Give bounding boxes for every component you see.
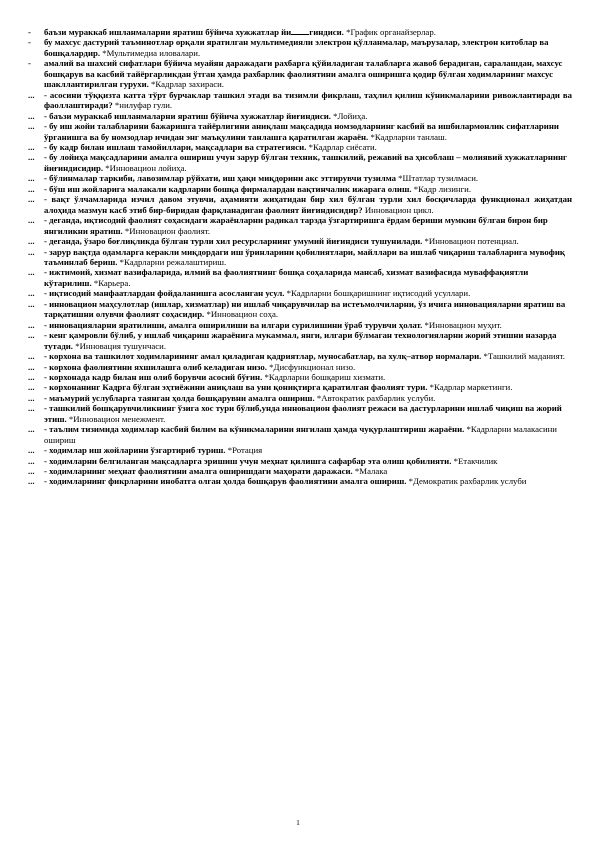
item-marker: ... bbox=[28, 267, 35, 278]
question-item bbox=[28, 445, 572, 455]
page-number: 1 bbox=[296, 818, 300, 827]
question-text: - асосини тўққизта катта тўрт бурчаклар ташкил этади ва тизимли фикрлаш, таҳлил қилиш кўникмаларини ривожлантиради ва фаоллаштиради? bbox=[44, 89, 572, 111]
question-item bbox=[28, 121, 572, 142]
question-item bbox=[28, 142, 572, 152]
question-text: - ходимларнинг фикрларини инобатга олган ҳолда бошқарув фаолиятини амалга ошириш. bbox=[44, 476, 407, 487]
question-item bbox=[28, 111, 572, 121]
item-marker: ... bbox=[28, 121, 35, 132]
item-marker: ... bbox=[28, 361, 35, 372]
question-item bbox=[28, 351, 572, 361]
answer-text: Инновацион цикл. bbox=[362, 204, 434, 215]
item-marker: ... bbox=[28, 403, 35, 414]
question-item bbox=[28, 247, 572, 268]
answer-text: *Инновацион лойиҳа. bbox=[103, 162, 187, 173]
answer-text: *Дисфункционал низо. bbox=[266, 361, 356, 372]
item-marker: ... bbox=[28, 173, 35, 184]
item-marker: ... bbox=[28, 476, 35, 487]
question-item bbox=[28, 236, 572, 246]
answer-text: *График органайзерлар. bbox=[343, 27, 436, 37]
question-item bbox=[28, 37, 572, 58]
question-item bbox=[28, 382, 572, 392]
question-text: - зарур вақтда одамларга керакли миқдордаги иш ўринларини қобилиятлари, майллари ва ишлаб чиқариш талабларига мувофиқ таъминлаб бериш. bbox=[44, 246, 565, 267]
answer-text: *Кадрлар захираси. bbox=[148, 79, 224, 90]
question-item bbox=[28, 90, 572, 111]
question-item bbox=[28, 173, 572, 183]
answer-text: *Инновацион фаолият. bbox=[122, 225, 211, 236]
item-marker: ... bbox=[28, 246, 35, 257]
question-text: - ижтимоий, хизмат вазифаларида, илмий ва фаолиятнинг бошқа соҳаларида мансаб, хизмат вазифасида муваффақиятли кўтарилиш. bbox=[44, 267, 529, 288]
answer-text: *Кадрларни бошқаришнинг иқтисодий усуллари. bbox=[284, 288, 471, 299]
answer-text: *Кадрларни малакасини ошириш bbox=[44, 424, 557, 445]
item-marker: ... bbox=[28, 330, 35, 341]
question-list bbox=[28, 27, 572, 487]
question-item bbox=[28, 476, 572, 486]
item-marker: ... bbox=[28, 89, 35, 100]
question-item bbox=[28, 58, 572, 89]
item-marker: ... bbox=[28, 215, 35, 226]
question-item bbox=[28, 424, 572, 445]
question-text: - кенг қамровли бўлиб, у ишлаб чиқариш жараёнига мукаммал, янги, илгари бўлмаган технологияларни жорий этишни назарда тутади. bbox=[44, 330, 557, 351]
question-text: - бу кадр билан ишлаш тамойиллари, мақсадлари ва стратегияси. bbox=[44, 141, 307, 152]
question-text: амалий ва шахсий сифатлари бўйича муайян даражадаги рахбарга қўйиладиган талабларга жавоб берадиган, саралашдан, махсус бошқарув ва касбий тайёргарликдан ўтган ҳамда рахбарлик фаолиятини амалга оширишга қодир бўлган ходимларнинг махсус шакллантирилган гурухи. bbox=[44, 58, 563, 90]
question-item bbox=[28, 403, 572, 424]
answer-text: *Етакчилик bbox=[451, 455, 498, 466]
item-marker: ... bbox=[28, 392, 35, 403]
question-text: - корхонада кадр билан иш олиб борувчи асосий бўғин. bbox=[44, 371, 263, 382]
answer-text: *Штатлар тузилмаси. bbox=[395, 173, 479, 184]
answer-text: *Инновацион потенциал. bbox=[422, 236, 519, 247]
item-marker: ... bbox=[28, 351, 35, 362]
answer-text: *Инновацион муҳит. bbox=[422, 319, 502, 330]
answer-text: *Карьера. bbox=[91, 277, 131, 288]
question-item bbox=[28, 372, 572, 382]
answer-text: *Автократик рахбарлик услуби. bbox=[314, 392, 436, 403]
item-marker: - bbox=[28, 37, 31, 48]
question-text: - бу иш жойи талабларини бажаришга тайёрлигини аниқлаш мақсадида номзодларнинг касбий ва ишбилармонлик сифатларини ўрганишга ва бу номзодлар ичидан энг маъқулини танлашга қаратилган жараён. bbox=[44, 121, 559, 142]
question-text: - бу лойиҳа мақсадларини амалга ошириш учун зарур бўлган техник, ташкилий, режавий ва ҳисоблаш – молиявий хужжатларнинг йиғиндисидир. bbox=[44, 152, 568, 173]
question-item bbox=[28, 466, 572, 476]
question-item bbox=[28, 267, 572, 288]
question-item bbox=[28, 184, 572, 194]
question-item bbox=[28, 194, 572, 215]
item-marker: ... bbox=[28, 183, 35, 194]
answer-text: *Мультимедиа иловалари. bbox=[100, 47, 201, 58]
answer-text: *Кадрларни танлаш. bbox=[368, 131, 447, 142]
question-text: - вақт ўлчамларида изчил давом этувчи, аҳамияти жиҳатидан бир хил бўлган турли хил босқичларда функционал жиҳатдан алоҳида мазмун касб этиб бир-биридан фарқланадиган фаолият йиғиндисидир? bbox=[44, 194, 572, 215]
question-item bbox=[28, 288, 572, 298]
item-marker: - bbox=[28, 58, 31, 69]
answer-text: *Демократик рахбарлик услуби bbox=[406, 476, 527, 487]
question-item bbox=[28, 456, 572, 466]
item-marker: ... bbox=[28, 298, 35, 309]
answer-blank bbox=[291, 27, 309, 35]
question-text: - инновацияларни яратилиши, амалга оширилиши ва илгари сурилишини ўраб турувчи ҳолат. bbox=[44, 319, 423, 330]
item-marker: - bbox=[28, 27, 31, 37]
question-text: - корхона ва ташкилот ходимларининг амал қиладиган қадриятлар, муносабатлар, ва хулқ–атвор нормалари. bbox=[44, 351, 482, 362]
question-text: - деганда, иқтисодий фаолият соҳасидаги жараёнларни радикал тарзда ўзгартиришга ёрдам бериши мумкин бўлган бирон бир янгиликни яратиш. bbox=[44, 215, 548, 236]
question-text: баъзи мураккаб ишланмаларни яратиш бўйича хужжатлар йи bbox=[44, 27, 292, 37]
question-item bbox=[28, 320, 572, 330]
question-text: - инновацион маҳсулотлар (ишлар, хизматлар) ни ишлаб чиқарувчилар ва истеъмолчиларни, ўз ичига инновацияларни яратиш ва тарқатишни олувчи фаолият соҳасидир. bbox=[44, 298, 566, 320]
answer-text: *Кадр лизинги. bbox=[411, 183, 472, 194]
item-marker: ... bbox=[28, 288, 35, 299]
question-text: - иқтисодий манфаатлардан фойдаланишга асосланган усул. bbox=[44, 288, 285, 299]
item-marker: ... bbox=[28, 236, 35, 247]
question-text: - маъмурий услубларга таянган ҳолда бошқарувни амалга ошириш. bbox=[44, 392, 315, 403]
answer-text: *Ротация bbox=[225, 445, 263, 456]
item-marker: ... bbox=[28, 466, 35, 477]
answer-text: *Инновация тушунчаси. bbox=[73, 340, 167, 351]
question-text: - ходимлар иш жойларини ўзгартириб туриш. bbox=[44, 445, 226, 456]
answer-text: *Ташкилий маданият. bbox=[481, 351, 565, 362]
answer-text: *нилуфар гули. bbox=[112, 100, 173, 111]
item-marker: ... bbox=[28, 371, 35, 382]
question-text: - корхона фаолиятини яхшилашга олиб келадиган низо. bbox=[44, 361, 267, 372]
question-text-continued: гиндиси. bbox=[309, 27, 344, 37]
question-item bbox=[28, 152, 572, 173]
question-item bbox=[28, 215, 572, 236]
item-marker: ... bbox=[28, 194, 35, 205]
question-text: - ташкилий бошқарувчиликнинг ўзига хос тури бўлиб,унда инновацион фаолият режаси ва дастурларини ишлаб чиқиш ва жорий этиш. bbox=[44, 403, 562, 424]
answer-text: *Инновацион соҳа. bbox=[204, 309, 279, 320]
question-item bbox=[28, 27, 572, 37]
question-item bbox=[28, 362, 572, 372]
answer-text: *Кадрлар сиёсати. bbox=[306, 141, 377, 152]
question-item bbox=[28, 299, 572, 320]
answer-text: *Кадрларни бошқариш хизмати. bbox=[262, 371, 386, 382]
question-text: - таълим тизимида ходимлар касбий билим ва кўникмаларини янгилаш ҳамда чуқурлаштириш жараёни. bbox=[44, 424, 465, 435]
item-marker: ... bbox=[28, 382, 35, 393]
item-marker: ... bbox=[28, 110, 35, 121]
item-marker: ... bbox=[28, 424, 35, 435]
question-text: - деганда, ўзаро боғлиқликда бўлган турли хил ресурсларнинг умумий йиғиндиси тушунилади. bbox=[44, 236, 423, 247]
answer-text: *Кадрлар маркетинги. bbox=[427, 382, 513, 393]
question-text: - ходимларни белгиланган мақсадларга эришиш учун меҳнат қилишга сафарбар эта олиш қобилияти. bbox=[44, 455, 452, 466]
item-marker: ... bbox=[28, 455, 35, 466]
answer-text: *Кадрларни режалаштириш. bbox=[117, 256, 227, 267]
question-text: - бўш иш жойларига малакали кадрларни бошқа фирмалардан вақтинчалик ижарага олиш. bbox=[44, 183, 412, 194]
item-marker: ... bbox=[28, 445, 35, 456]
question-item bbox=[28, 330, 572, 351]
answer-text: *Малака bbox=[352, 466, 388, 477]
item-marker: ... bbox=[28, 152, 35, 163]
question-text: - бўлинмалар таркиби, лавозимлар рўйхати, иш ҳақи миқдорини акс эттирувчи тузилма bbox=[44, 173, 396, 184]
item-marker: ... bbox=[28, 141, 35, 152]
question-text: - корхонанинг Кадрга бўлган эҳтиёжини аниқлаш ва уни қониқтирга қаратилган фаолият тури. bbox=[44, 382, 428, 393]
question-text: - ходимларнинг меҳнат фаолиятини амалга оширишдаги маҳорати даражаси. bbox=[44, 466, 353, 477]
item-marker: ... bbox=[28, 319, 35, 330]
question-text: - баъзи мураккаб ишланмаларни яратиш бўйича хужжатлар йиғиндиси. bbox=[44, 110, 331, 121]
question-item bbox=[28, 393, 572, 403]
question-text: бу махсус дастурий таъминотлар орқали яратилган мультимедияли электрон қўлланмалар, маърузалар, электрон китоблар ва бошқалардир. bbox=[44, 37, 549, 58]
answer-text: *Лойиҳа. bbox=[330, 110, 368, 121]
answer-text: *Инновацион менежмент. bbox=[66, 413, 166, 424]
